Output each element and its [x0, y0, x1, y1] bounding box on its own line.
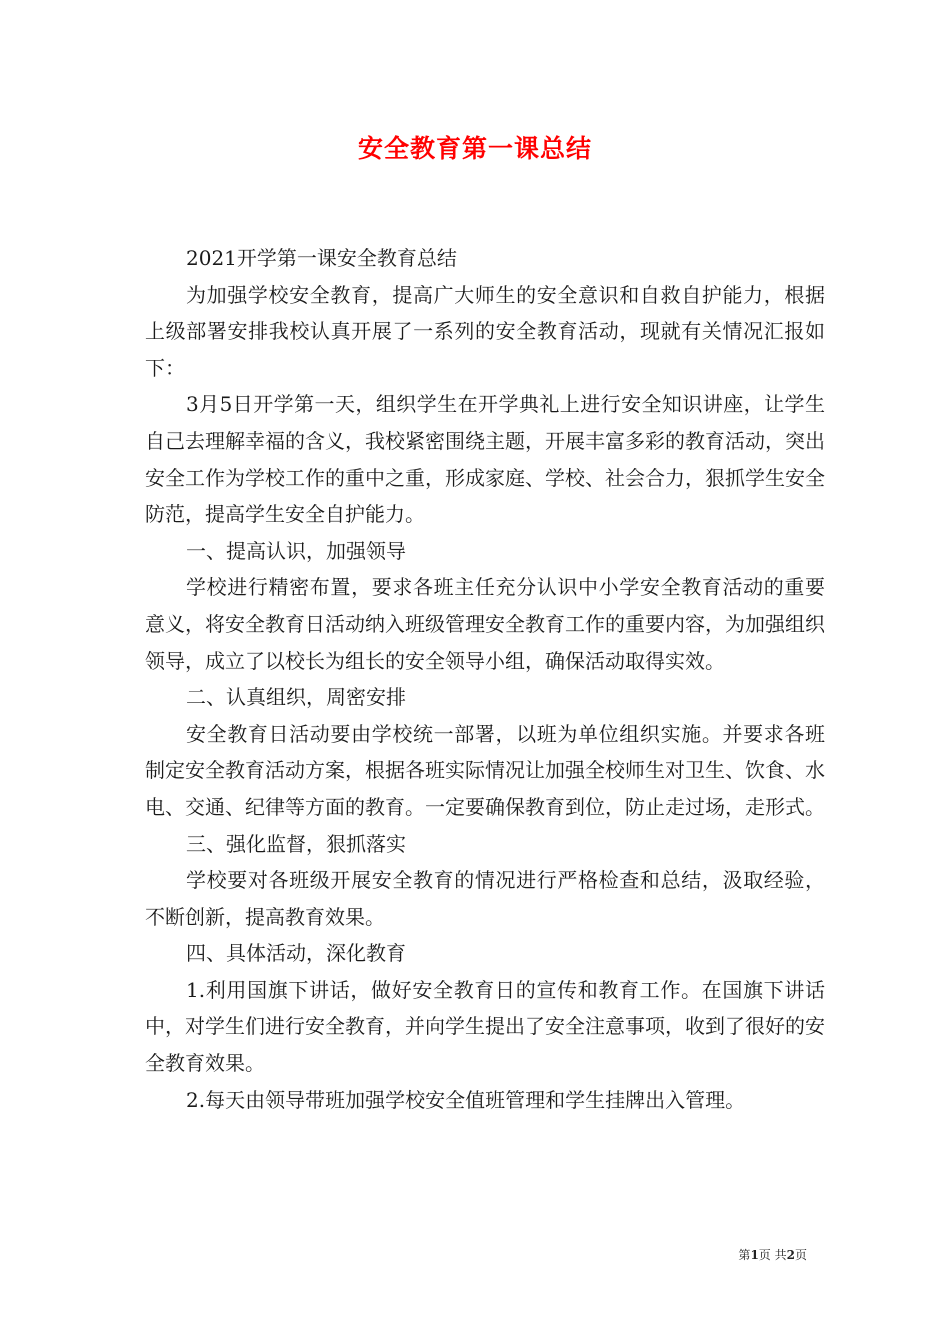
footer-prefix: 第 — [738, 1248, 751, 1262]
footer-total-pages: 2 — [786, 1248, 795, 1262]
paragraph-intro: 为加强学校安全教育，提高广大师生的安全意识和自救自护能力，根据上级部署安排我校认真开展了一系列的安全教育活动，现就有关情况汇报如下： — [145, 282, 825, 380]
page-footer — [0, 1247, 807, 1263]
footer-current-page: 1 — [750, 1248, 759, 1262]
section-heading-1: 一、提高认识，加强领导 — [186, 538, 406, 563]
section-heading-3: 三、强化监督，狠抓落实 — [186, 831, 406, 856]
paragraph-first-day: 3月5日开学第一天，组织学生在开学典礼上进行安全知识讲座，让学生自己去理解幸福的含义，我校紧密围绕主题，开展丰富多彩的教育活动，突出安全工作为学校工作的重中之重，形成家庭、学校、社会合力，狠抓学生安全防范，提高学生安全自护能力。 — [145, 392, 825, 527]
document-body — [145, 240, 825, 1118]
section-heading-2: 二、认真组织，周密安排 — [186, 685, 406, 710]
paragraph-section-1: 学校进行精密布置，要求各班主任充分认识中小学安全教育活动的重要意义，将安全教育日活动纳入班级管理安全教育工作的重要内容，为加强组织领导，成立了以校长为组长的安全领导小组，确保活动取得实效。 — [145, 575, 825, 673]
section-heading-4: 四、具体活动，深化教育 — [186, 941, 406, 966]
footer-suffix: 页 — [794, 1248, 807, 1262]
document-title: 安全教育第一课总结 — [357, 134, 592, 163]
paragraph-section-2: 安全教育日活动要由学校统一部署，以班为单位组织实施。并要求各班制定安全教育活动方案，根据各班实际情况让加强全校师生对卫生、饮食、水电、交通、纪律等方面的教育。一定要确保教育到位，防止走过场，走形式。 — [145, 721, 825, 819]
paragraph-subtitle: 2021开学第一课安全教育总结 — [186, 246, 457, 270]
paragraph-activity-1: 1.利用国旗下讲话，做好安全教育日的宣传和教育工作。在国旗下讲话中，对学生们进行安全教育，并向学生提出了安全注意事项，收到了很好的安全教育效果。 — [145, 977, 825, 1076]
paragraph-section-3: 学校要对各班级开展安全教育的情况进行严格检查和总结，汲取经验，不断创新，提高教育效果。 — [145, 868, 825, 929]
footer-middle: 页 共 — [758, 1248, 787, 1262]
paragraph-activity-2: 2.每天由领导带班加强学校安全值班管理和学生挂牌出入管理。 — [186, 1087, 746, 1112]
